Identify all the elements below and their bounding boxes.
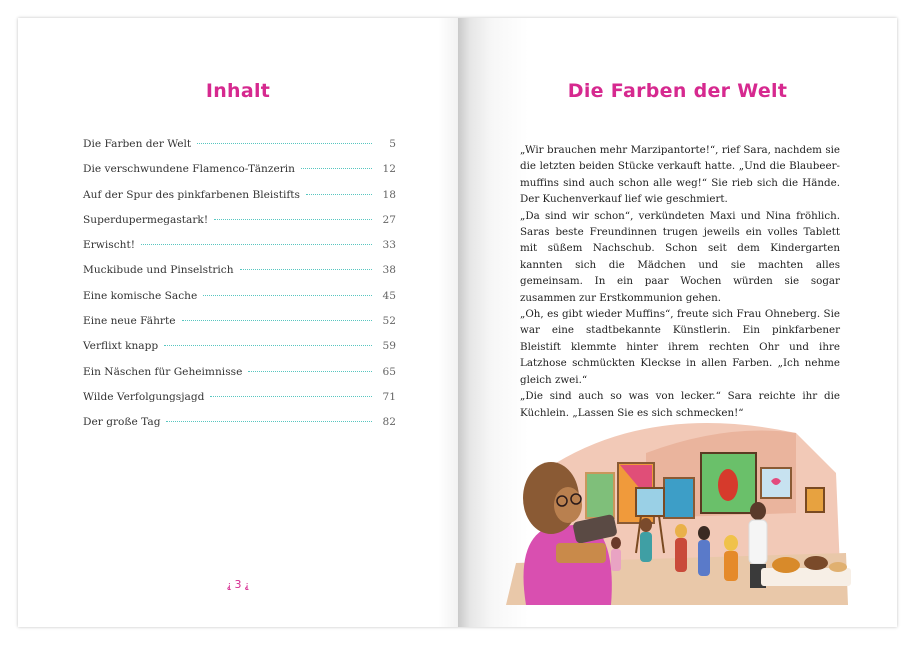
toc-entry-page: 33 [382, 239, 396, 252]
toc-entry[interactable] [83, 214, 396, 239]
dot-leader [164, 345, 372, 346]
toc-entry-page: 27 [382, 213, 396, 226]
left-page [18, 18, 458, 627]
toc-entry[interactable] [83, 290, 396, 315]
book-spread [18, 18, 897, 627]
toc-entry-page: 52 [382, 315, 396, 328]
ornament-icon: ⸘ [226, 581, 232, 591]
paragraph: „Die sind auch so was von lecker.“ Sara reichte ihr die Küchlein. „Lassen Sie es sich schmecken!“ [520, 390, 840, 419]
dot-leader [197, 143, 372, 144]
paragraph: „Da sind wir schon“, verkündeten Maxi und Nina fröhlich. Saras beste Freundinnen trugen jeweils ein volles Tablett mit süßem Nachschub. Schon seit dem Kindergarten kannten sich die Mädchen und sie machten alles gemeinsam. In ein paar Wochen würden sie sogar zusammen zur Erstkommunion gehen. [520, 209, 840, 304]
toc-entry[interactable] [83, 189, 396, 214]
toc-entry-page: 45 [382, 289, 396, 302]
dot-leader [214, 219, 372, 220]
page-number-value: 3 [234, 578, 242, 591]
dot-leader [210, 396, 372, 397]
toc-entry-title: Erwischt! [83, 239, 135, 252]
dot-leader [301, 168, 372, 169]
toc-entry-title: Die verschwundene Flamenco-Tänzerin [83, 163, 295, 176]
toc-entry[interactable] [83, 163, 396, 188]
toc-entry-title: Ein Näschen für Geheimnisse [83, 365, 243, 378]
toc-entry-page: 59 [382, 340, 396, 353]
table-of-contents [83, 138, 396, 442]
toc-entry-page: 18 [382, 188, 396, 201]
toc-entry-title: Auf der Spur des pinkfarbenen Bleistifts [83, 188, 300, 201]
toc-heading: Inhalt [205, 80, 271, 102]
toc-entry-title: Superdupermegastark! [83, 213, 209, 226]
toc-entry[interactable] [83, 416, 396, 441]
gutter-shadow [438, 18, 458, 627]
toc-entry[interactable] [83, 366, 396, 391]
chapter-heading: Die Farben der Welt [567, 80, 788, 102]
toc-entry-page: 38 [382, 264, 396, 277]
toc-entry-title: Eine neue Fährte [83, 315, 176, 328]
toc-entry[interactable] [83, 239, 396, 264]
dot-leader [240, 269, 372, 270]
toc-entry-page: 65 [382, 365, 396, 378]
toc-entry-title: Wilde Verfolgungsjagd [83, 390, 205, 403]
gallery-illustration [496, 393, 858, 605]
ornament-icon: ⸘ [244, 581, 250, 591]
page-number [18, 578, 458, 591]
dot-leader [182, 320, 373, 321]
paragraph: „Oh, es gibt wieder Muffins“, freute sich Frau Ohneberg. Sie war eine stadtbekannte Künstlerin. Ein pinkfarbener Bleistift klemmte hinter ihrem rechten Ohr und ihre Latzhose schmückten Kleckse in allen Farben. „Ich nehme gleich zwei.“ [520, 308, 840, 386]
toc-entry-page: 12 [382, 163, 396, 176]
toc-entry[interactable] [83, 315, 396, 340]
toc-entry-title: Muckibude und Pinselstrich [83, 264, 234, 277]
toc-entry-title: Verflixt knapp [83, 340, 159, 353]
toc-entry-title: Die Farben der Welt [83, 138, 192, 150]
toc-entry-title: Eine komische Sache [83, 289, 198, 302]
dot-leader [248, 371, 372, 372]
dot-leader [203, 295, 372, 296]
right-page [458, 18, 897, 627]
toc-entry-page: 5 [389, 138, 396, 150]
dot-leader [166, 421, 372, 422]
story-text [520, 142, 840, 421]
toc-entry[interactable] [83, 391, 396, 416]
toc-entry-title: Der große Tag [83, 416, 161, 429]
dot-leader [306, 194, 372, 195]
paragraph: „Wir brauchen mehr Marzipantorte!“, rief Sara, nachdem sie die letzten beiden Stücke verkauft hatte. „Und die Blaubeermuffins sind auch schon alle weg!“ Sie rieb sich die Hände. Der Kuchenverkauf lief wie geschmiert. [520, 144, 840, 206]
dot-leader [141, 244, 372, 245]
toc-entry-page: 71 [382, 390, 396, 403]
toc-entry-page: 82 [382, 416, 396, 429]
toc-entry[interactable] [83, 138, 396, 163]
toc-entry[interactable] [83, 264, 396, 289]
toc-entry[interactable] [83, 340, 396, 365]
